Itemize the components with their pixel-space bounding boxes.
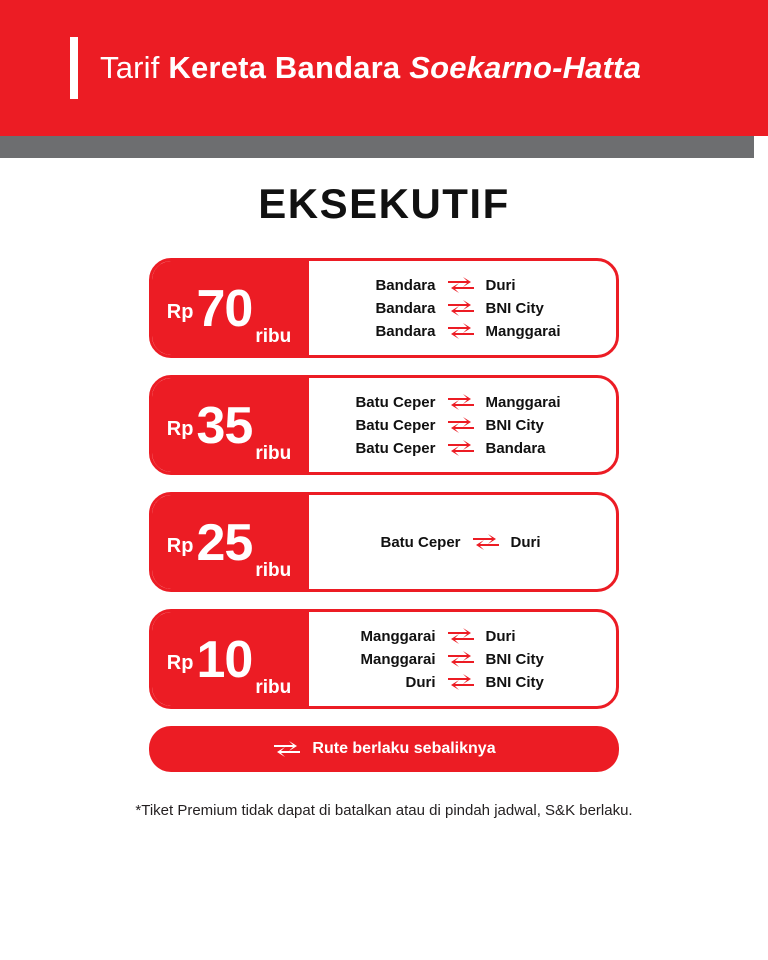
route-destination: Duri — [510, 533, 541, 551]
route-origin: Bandara — [375, 299, 436, 317]
route-destination: BNI City — [485, 416, 544, 434]
route-destination: Duri — [485, 276, 516, 294]
route-destination: BNI City — [485, 299, 544, 317]
route-list — [309, 261, 616, 355]
route-list — [309, 612, 616, 706]
swap-arrows-icon — [446, 416, 476, 434]
swap-arrows-icon — [446, 299, 476, 317]
route-origin: Batu Ceper — [355, 393, 436, 411]
route-destination: Manggarai — [485, 322, 561, 340]
route-list — [309, 378, 616, 472]
route-destination: Bandara — [485, 439, 546, 457]
reverse-route-banner — [149, 726, 619, 772]
route-row — [319, 625, 602, 648]
fare-amount: 25 — [196, 514, 253, 572]
page-title-italic: Soekarno-Hatta — [409, 49, 642, 85]
header-accent-bar — [70, 37, 78, 99]
swap-arrows-icon — [446, 276, 476, 294]
route-row — [319, 414, 602, 437]
content-area — [0, 136, 768, 819]
route-row — [319, 531, 602, 554]
currency-label: Rp — [166, 417, 194, 440]
fare-amount: 35 — [196, 397, 253, 455]
swap-arrows-icon — [446, 393, 476, 411]
currency-label: Rp — [166, 534, 194, 557]
route-origin: Batu Ceper — [380, 533, 461, 551]
fare-unit: ribu — [255, 326, 292, 347]
currency-label: Rp — [166, 651, 194, 674]
swap-arrows-icon — [446, 627, 476, 645]
route-destination: BNI City — [485, 650, 544, 668]
route-row — [319, 297, 602, 320]
route-destination: BNI City — [485, 673, 544, 691]
fare-amount: 70 — [196, 280, 253, 338]
page-title-bold: Kereta Bandara — [168, 49, 401, 85]
route-origin: Manggarai — [360, 650, 436, 668]
route-origin: Batu Ceper — [355, 439, 436, 457]
route-origin: Batu Ceper — [355, 416, 436, 434]
page-title-light: Tarif — [100, 49, 160, 85]
fare-card-list — [149, 258, 619, 709]
service-class-title: EKSEKUTIF — [258, 180, 510, 227]
route-row — [319, 648, 602, 671]
route-row — [319, 391, 602, 414]
fare-price-block — [149, 609, 309, 709]
route-origin: Duri — [405, 673, 436, 691]
page-header — [0, 0, 768, 136]
fare-amount: 10 — [196, 631, 253, 689]
fare-card — [149, 609, 619, 709]
fare-card — [149, 375, 619, 475]
fare-card — [149, 492, 619, 592]
page-title — [100, 51, 641, 85]
route-row — [319, 320, 602, 343]
route-origin: Manggarai — [360, 627, 436, 645]
swap-arrows-icon — [471, 533, 501, 551]
route-origin: Bandara — [375, 322, 436, 340]
swap-arrows-icon — [272, 740, 302, 758]
fare-unit: ribu — [255, 443, 292, 464]
route-destination: Duri — [485, 627, 516, 645]
route-destination: Manggarai — [485, 393, 561, 411]
fare-price-block — [149, 258, 309, 358]
swap-arrows-icon — [446, 673, 476, 691]
reverse-route-label: Rute berlaku sebaliknya — [312, 740, 496, 757]
fare-price-block — [149, 375, 309, 475]
fare-unit: ribu — [255, 677, 292, 698]
swap-arrows-icon — [446, 650, 476, 668]
swap-arrows-icon — [446, 439, 476, 457]
route-list — [309, 495, 616, 589]
route-row — [319, 671, 602, 694]
fare-price-block — [149, 492, 309, 592]
disclaimer-text: *Tiket Premium tidak dapat di batalkan atau di pindah jadwal, S&K berlaku. — [135, 802, 633, 819]
route-origin: Bandara — [375, 276, 436, 294]
swap-arrows-icon — [446, 322, 476, 340]
currency-label: Rp — [166, 300, 194, 323]
route-row — [319, 437, 602, 460]
route-row — [319, 274, 602, 297]
fare-unit: ribu — [255, 560, 292, 581]
fare-card — [149, 258, 619, 358]
